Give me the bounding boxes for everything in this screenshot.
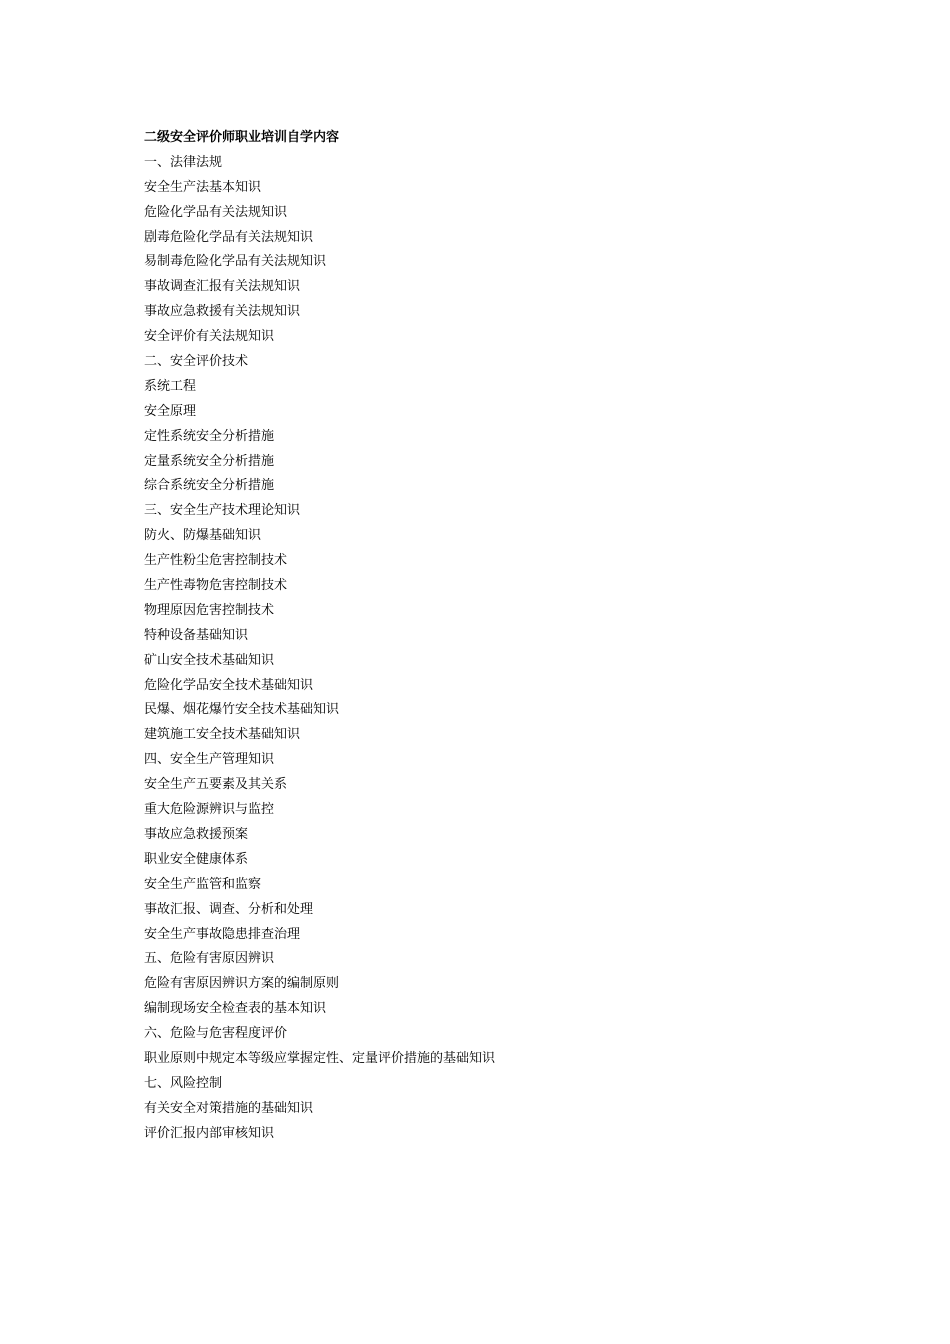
document-line: 五、危险有害原因辨识 xyxy=(144,951,275,967)
document-line: 事故调查汇报有关法规知识 xyxy=(144,279,301,295)
document-line: 系统工程 xyxy=(144,378,197,394)
document-line: 职业安全健康体系 xyxy=(144,851,249,867)
document-line: 危险化学品有关法规知识 xyxy=(144,204,288,220)
document-line: 特种设备基础知识 xyxy=(144,627,249,643)
document-body xyxy=(144,126,844,1147)
document-lines xyxy=(144,151,844,1147)
document-line: 综合系统安全分析措施 xyxy=(144,478,275,494)
document-line: 物理原因危害控制技术 xyxy=(144,602,275,618)
document-line: 民爆、烟花爆竹安全技术基础知识 xyxy=(144,702,340,718)
document-line: 二、安全评价技术 xyxy=(144,354,249,370)
document-line: 事故汇报、调查、分析和处理 xyxy=(144,901,314,917)
document-line: 七、风险控制 xyxy=(144,1075,223,1091)
document-line: 一、法律法规 xyxy=(144,154,223,170)
document-line: 职业原则中规定本等级应掌握定性、定量评价措施的基础知识 xyxy=(144,1050,496,1066)
document-line: 六、危险与危害程度评价 xyxy=(144,1026,288,1042)
document-line: 剧毒危险化学品有关法规知识 xyxy=(144,229,314,245)
document-title: 二级安全评价师职业培训自学内容 xyxy=(144,130,340,145)
document-line: 防火、防爆基础知识 xyxy=(144,528,262,544)
document-line: 定性系统安全分析措施 xyxy=(144,428,275,444)
document-line: 生产性粉尘危害控制技术 xyxy=(144,553,288,569)
document-line: 安全生产法基本知识 xyxy=(144,179,262,195)
document-line: 建筑施工安全技术基础知识 xyxy=(144,727,301,743)
document-line: 生产性毒物危害控制技术 xyxy=(144,578,288,594)
document-line: 易制毒危险化学品有关法规知识 xyxy=(144,254,327,270)
document-line: 矿山安全技术基础知识 xyxy=(144,652,275,668)
document-line: 三、安全生产技术理论知识 xyxy=(144,503,301,519)
document-line: 事故应急救援有关法规知识 xyxy=(144,304,301,320)
document-line: 事故应急救援预案 xyxy=(144,826,249,842)
document-line: 安全生产五要素及其关系 xyxy=(144,777,288,793)
document-line: 重大危险源辨识与监控 xyxy=(144,802,275,818)
document-line: 定量系统安全分析措施 xyxy=(144,453,275,469)
document-line: 安全生产事故隐患排查治理 xyxy=(144,926,301,942)
document-line: 评价汇报内部审核知识 xyxy=(144,1125,275,1141)
document-line: 安全评价有关法规知识 xyxy=(144,329,275,345)
document-line: 危险有害原因辨识方案的编制原则 xyxy=(144,976,340,992)
document-line: 安全生产监管和监察 xyxy=(144,876,262,892)
document-line: 编制现场安全检查表的基本知识 xyxy=(144,1001,327,1017)
document-line: 危险化学品安全技术基础知识 xyxy=(144,677,314,693)
document-line: 有关安全对策措施的基础知识 xyxy=(144,1100,314,1116)
document-line: 四、安全生产管理知识 xyxy=(144,752,275,768)
document-line: 安全原理 xyxy=(144,403,197,419)
